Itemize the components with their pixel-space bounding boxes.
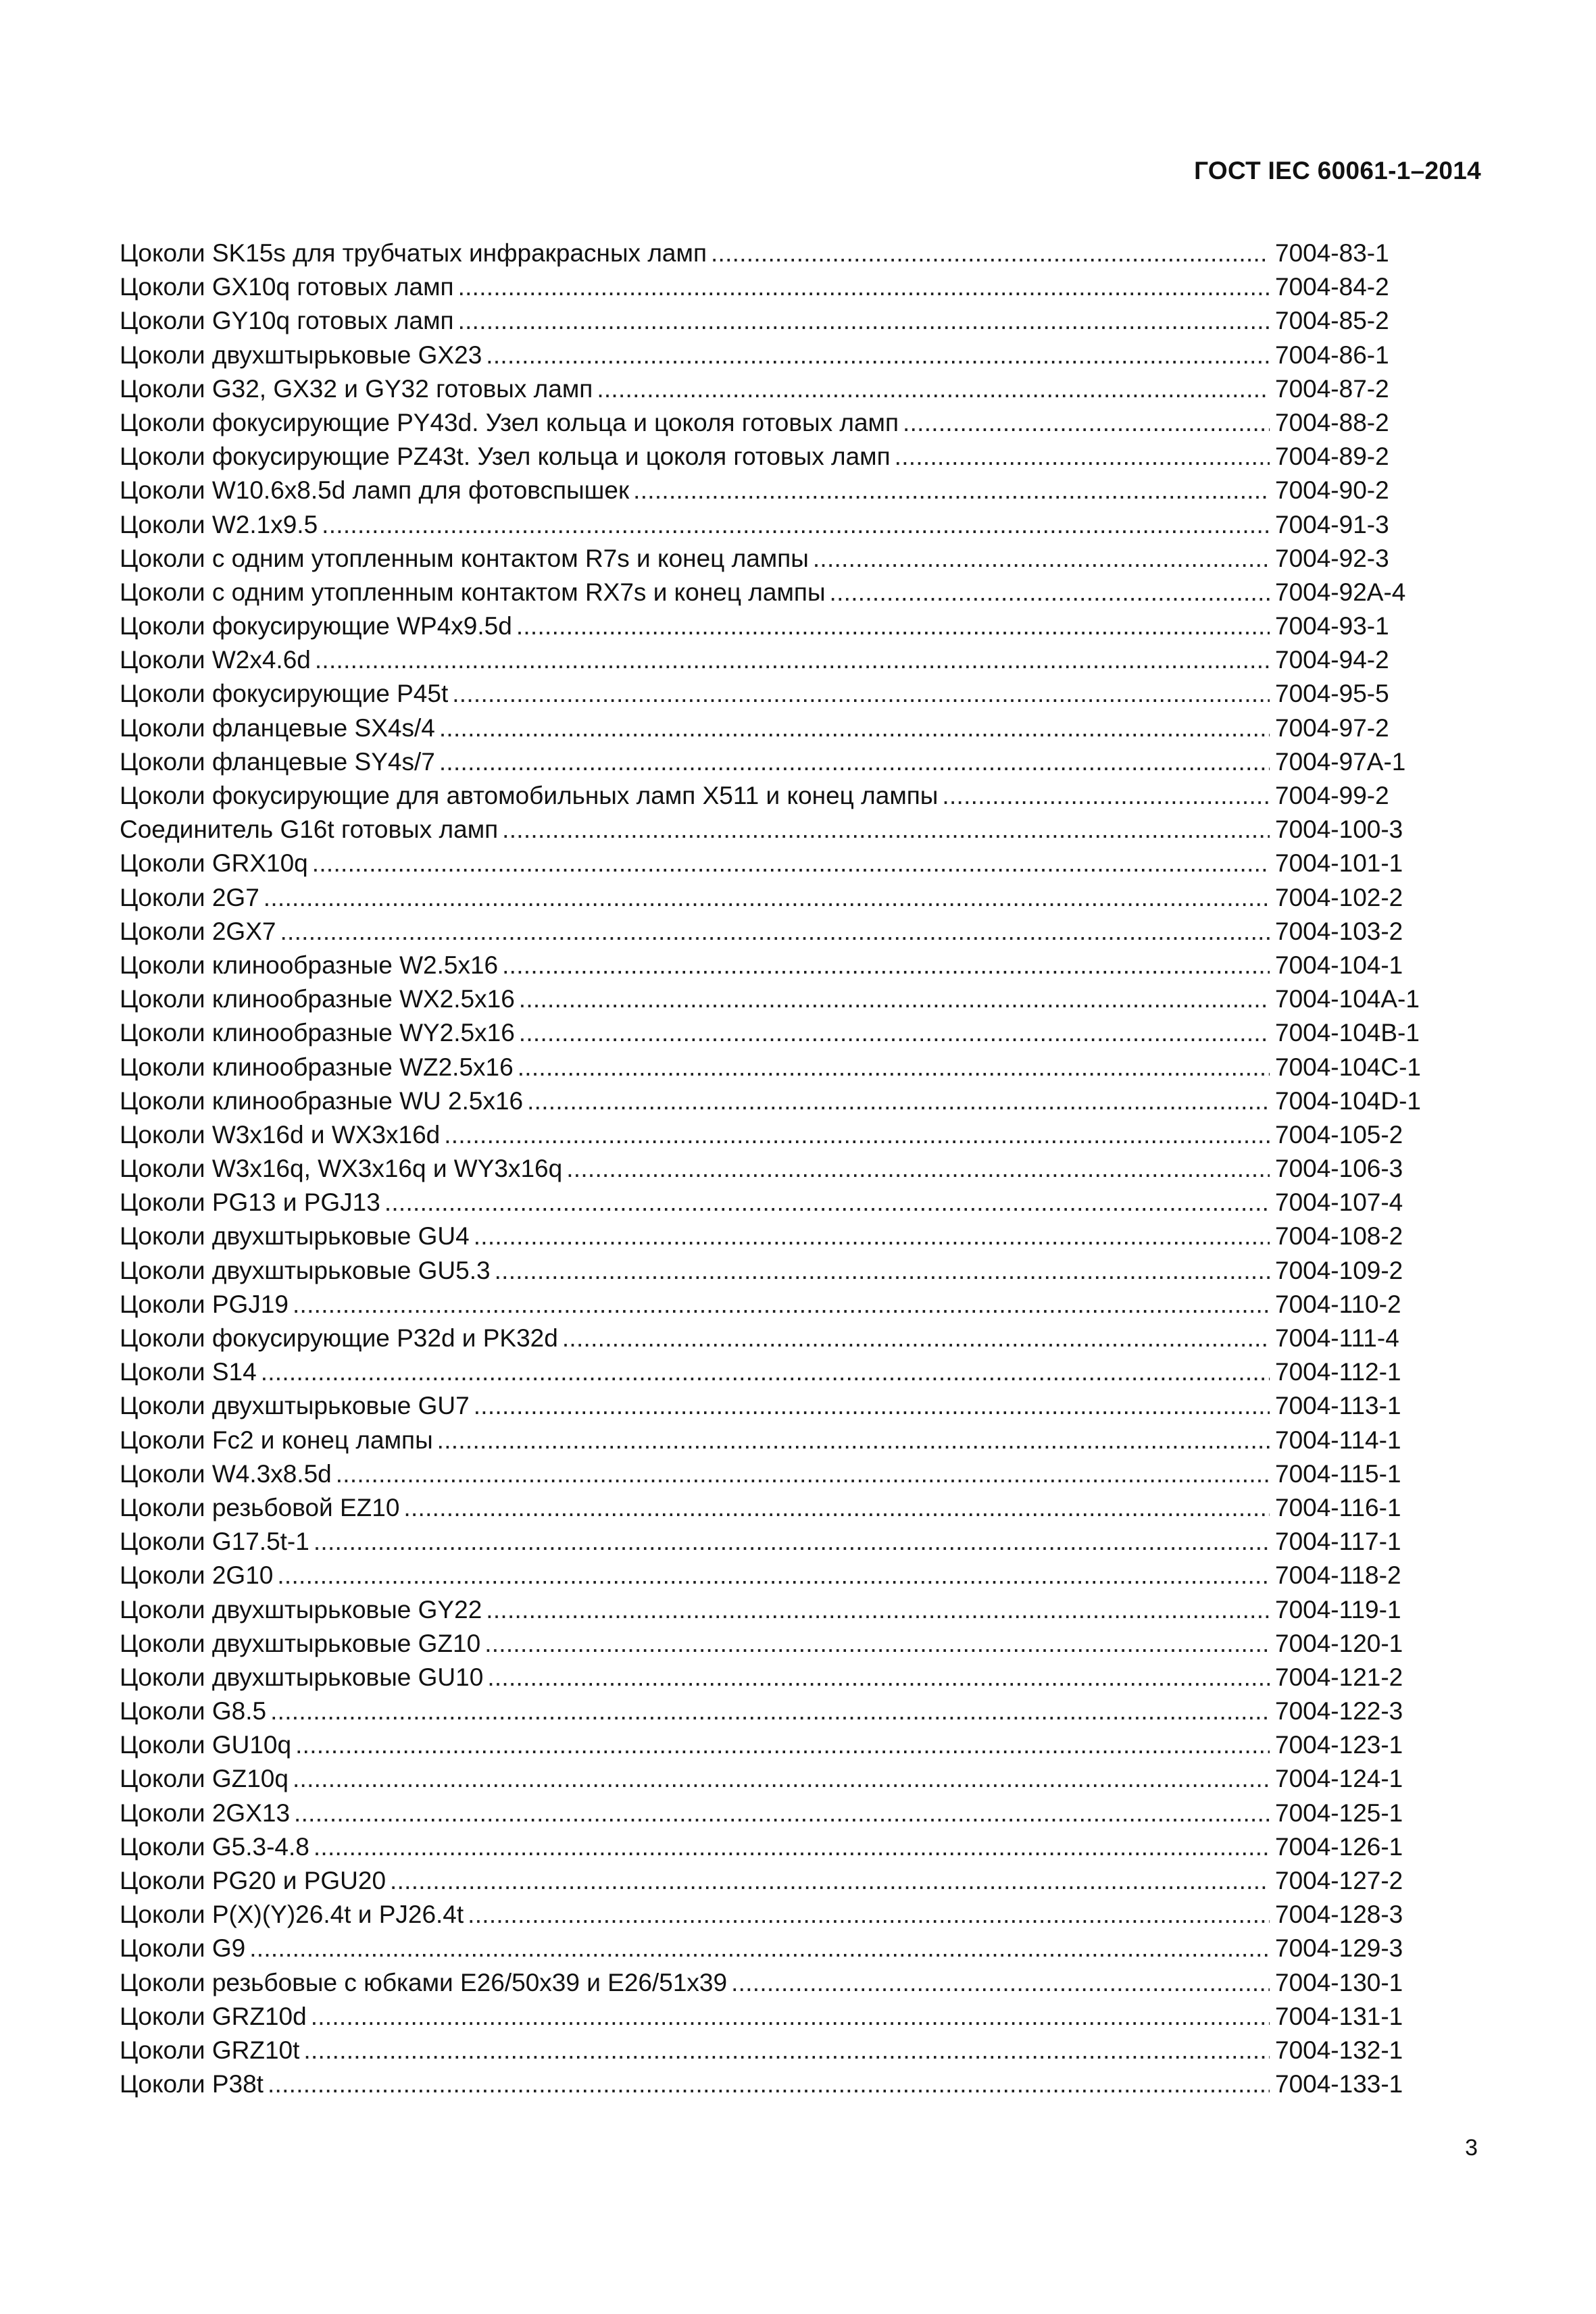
dot-leader (519, 982, 1270, 1016)
toc-entry (120, 576, 1444, 609)
toc-entry (120, 1593, 1444, 1627)
dot-leader (562, 1322, 1270, 1355)
dot-leader (315, 643, 1270, 677)
dot-leader (303, 2034, 1270, 2067)
toc-entry-code: 7004-105-2 (1275, 1120, 1403, 1149)
toc-entry (120, 745, 1444, 779)
toc-entry-title: Цоколи двухштырьковые GU5.3 (120, 1254, 495, 1288)
dot-leader (597, 372, 1270, 406)
dot-leader (249, 1932, 1270, 1965)
toc-entry-code: 7004-116-1 (1275, 1493, 1401, 1521)
toc-entry-title: Цоколи PG20 и PGU20 (120, 1864, 390, 1898)
toc-entry (120, 1016, 1444, 1050)
toc-entry (120, 711, 1444, 745)
toc-entry-code: 7004-120-1 (1275, 1629, 1403, 1657)
toc-entry-code: 7004-121-2 (1275, 1663, 1403, 1691)
dot-leader (314, 1525, 1270, 1559)
toc-entry (120, 779, 1444, 813)
toc-entry-code: 7004-130-1 (1275, 1968, 1403, 1996)
dot-leader (403, 1491, 1270, 1525)
toc-entry-title: Цоколи G8.5 (120, 1694, 270, 1728)
dot-leader (452, 677, 1270, 711)
dot-leader (474, 1219, 1270, 1253)
toc-entry-title: Цоколи G5.3-4.8 (120, 1830, 314, 1864)
dot-leader (384, 1186, 1270, 1219)
toc-entry-code: 7004-97A-1 (1275, 747, 1406, 776)
toc-entry (120, 1322, 1444, 1355)
toc-entry-title: Цоколи P38t (120, 2067, 268, 2101)
toc-entry (120, 270, 1444, 304)
toc-entry (120, 1457, 1444, 1491)
toc-entry-code: 7004-113-1 (1275, 1392, 1401, 1420)
toc-entry (120, 1355, 1444, 1389)
toc-entry-title: Цоколи резьбовой EZ10 (120, 1491, 403, 1525)
toc-entry-code: 7004-111-4 (1275, 1324, 1399, 1352)
toc-entry-title: Цоколи 2GX7 (120, 915, 280, 949)
dot-leader (294, 1796, 1270, 1830)
toc-entry (120, 1627, 1444, 1661)
toc-entry-code: 7004-119-1 (1275, 1595, 1401, 1624)
toc-entry-code: 7004-114-1 (1275, 1426, 1401, 1454)
dot-leader (518, 1051, 1270, 1084)
toc-entry-title: Цоколи P(X)(Y)26.4t и PJ26.4t (120, 1898, 468, 1932)
toc-entry-title: Соединитель G16t готовых ламп (120, 813, 502, 847)
toc-entry-title: Цоколи W10.6x8.5d ламп для фотовспышек (120, 474, 633, 507)
toc-entry-code: 7004-115-1 (1275, 1459, 1401, 1488)
toc-entry-title: Цоколи GRX10q (120, 847, 312, 880)
toc-entry-title: Цоколи с одним утопленным контактом R7s и конец лампы (120, 542, 813, 576)
toc-entry-code: 7004-127-2 (1275, 1867, 1403, 1894)
toc-entry-code: 7004-104C-1 (1275, 1053, 1421, 1081)
dot-leader (293, 1288, 1270, 1322)
toc-entry (120, 982, 1444, 1016)
dot-leader (495, 1254, 1270, 1288)
toc-entry-code: 7004-126-1 (1275, 1832, 1403, 1861)
toc-entry-title: Цоколи двухштырьковые GY22 (120, 1593, 486, 1627)
toc-entry-title: Цоколи двухштырьковые GZ10 (120, 1627, 484, 1661)
toc-entry-title: Цоколи резьбовые с юбками E26/50x39 и E26/51x39 (120, 1966, 731, 2000)
toc-entry-title: Цоколи двухштырьковые GU4 (120, 1219, 474, 1253)
toc-entry (120, 1491, 1444, 1525)
toc-entry (120, 609, 1444, 643)
dot-leader (439, 745, 1270, 779)
toc-entry-title: Цоколи PG13 и PGJ13 (120, 1186, 384, 1219)
toc-entry (120, 508, 1444, 542)
toc-entry (120, 2034, 1444, 2067)
toc-entry-title: Цоколи GU10q (120, 1728, 295, 1762)
toc-entry-code: 7004-128-3 (1275, 1901, 1403, 1929)
dot-leader (942, 779, 1270, 813)
toc-entry (120, 847, 1444, 880)
toc-entry (120, 1051, 1444, 1084)
toc-entry-title: Цоколи фокусирующие PZ43t. Узел кольца и цоколя готовых ламп (120, 440, 895, 474)
dot-leader (711, 236, 1270, 270)
dot-leader (731, 1966, 1270, 2000)
toc-entry (120, 1152, 1444, 1186)
toc-entry (120, 1254, 1444, 1288)
toc-entry-title: Цоколи клинообразные WY2.5x16 (120, 1016, 519, 1050)
dot-leader (261, 1355, 1270, 1389)
toc-entry-title: Цоколи GZ10q (120, 1762, 293, 1796)
dot-leader (487, 1661, 1270, 1694)
toc-entry-title: Цоколи G32, GX32 и GY32 готовых ламп (120, 372, 597, 406)
dot-leader (458, 304, 1270, 338)
dot-leader (295, 1728, 1270, 1762)
toc-entry-code: 7004-108-2 (1275, 1222, 1403, 1251)
toc-entry (120, 1424, 1444, 1457)
toc-entry (120, 2000, 1444, 2034)
toc-entry-title: Цоколи GRZ10t (120, 2034, 303, 2067)
dot-leader (336, 1457, 1270, 1491)
toc-entry-code: 7004-125-1 (1275, 1799, 1403, 1827)
toc-entry-code: 7004-85-2 (1275, 307, 1389, 335)
toc-entry (120, 1728, 1444, 1762)
toc-entry (120, 338, 1444, 372)
toc-entry-title: Цоколи W2.1x9.5 (120, 508, 322, 542)
toc-entry-title: Цоколи GY10q готовых ламп (120, 304, 458, 338)
dot-leader (280, 915, 1270, 949)
toc-entry-title: Цоколи двухштырьковые GX23 (120, 338, 486, 372)
toc-entry-code: 7004-122-3 (1275, 1697, 1403, 1726)
toc-entry-code: 7004-83-1 (1275, 239, 1389, 267)
toc-entry-title: Цоколи клинообразные WU 2.5x16 (120, 1084, 527, 1118)
toc-entry (120, 1219, 1444, 1253)
toc-entry-title: Цоколи S14 (120, 1355, 261, 1389)
dot-leader (314, 1830, 1270, 1864)
toc-entry (120, 677, 1444, 711)
toc-entry-title: Цоколи клинообразные W2.5x16 (120, 949, 502, 982)
dot-leader (311, 2000, 1270, 2034)
dot-leader (474, 1389, 1270, 1423)
toc-entry-code: 7004-100-3 (1275, 815, 1403, 844)
toc-entry-title: Цоколи G17.5t-1 (120, 1525, 314, 1559)
toc-entry (120, 406, 1444, 440)
toc-entry-code: 7004-92-3 (1275, 544, 1389, 572)
toc-entry-title: Цоколи клинообразные WZ2.5x16 (120, 1051, 518, 1084)
dot-leader (264, 881, 1270, 915)
dot-leader (484, 1627, 1270, 1661)
toc-entry (120, 1186, 1444, 1219)
toc-entry (120, 1932, 1444, 1965)
dot-leader (268, 2067, 1270, 2101)
toc-entry-code: 7004-87-2 (1275, 374, 1389, 403)
toc-entry-title: Цоколи фокусирующие P32d и PK32d (120, 1322, 562, 1355)
toc-entry-title: Цоколи двухштырьковые GU10 (120, 1661, 487, 1694)
toc-entry (120, 304, 1444, 338)
toc-entry-code: 7004-132-1 (1275, 2036, 1403, 2064)
toc-entry (120, 1559, 1444, 1592)
toc-entry (120, 542, 1444, 576)
toc-entry-code: 7004-131-1 (1275, 2002, 1403, 2030)
toc-entry-code: 7004-104B-1 (1275, 1019, 1420, 1047)
dot-leader (270, 1694, 1270, 1728)
dot-leader (502, 813, 1270, 847)
toc-entry-code: 7004-94-2 (1275, 646, 1389, 674)
toc-entry (120, 813, 1444, 847)
toc-entry-code: 7004-129-3 (1275, 1934, 1403, 1963)
toc-entry (120, 1830, 1444, 1864)
toc-entry (120, 1796, 1444, 1830)
toc-entry (120, 2067, 1444, 2101)
toc-entry-title: Цоколи Fc2 и конец лампы (120, 1424, 437, 1457)
toc-entry-code: 7004-103-2 (1275, 917, 1403, 945)
toc-entry-code: 7004-92A-4 (1275, 578, 1406, 606)
toc-entry-code: 7004-112-1 (1275, 1358, 1401, 1386)
toc-entry-code: 7004-90-2 (1275, 476, 1389, 505)
toc-entry-code: 7004-84-2 (1275, 273, 1389, 301)
toc-entry-title: Цоколи W4.3x8.5d (120, 1457, 336, 1491)
toc-entry (120, 643, 1444, 677)
toc-entry-code: 7004-124-1 (1275, 1765, 1403, 1793)
toc-entry-title: Цоколи двухштырьковые GU7 (120, 1389, 474, 1423)
dot-leader (502, 949, 1270, 982)
toc-entry-code: 7004-99-2 (1275, 782, 1389, 809)
dot-leader (293, 1762, 1270, 1796)
toc-entry-title: Цоколи фокусирующие PY43d. Узел кольца и цоколя готовых ламп (120, 406, 903, 440)
dot-leader (486, 1593, 1270, 1627)
dot-leader (895, 440, 1270, 474)
toc-entry-title: Цоколи W3x16d и WX3x16d (120, 1118, 444, 1152)
toc-entry (120, 372, 1444, 406)
dot-leader (390, 1864, 1270, 1898)
dot-leader (439, 711, 1270, 745)
toc-entry (120, 1084, 1444, 1118)
toc-entry (120, 1389, 1444, 1423)
toc-entry-code: 7004-104-1 (1275, 951, 1403, 979)
toc-entry (120, 1661, 1444, 1694)
toc-entry (120, 1966, 1444, 2000)
dot-leader (322, 508, 1270, 542)
toc-entry (120, 915, 1444, 949)
toc-entry-title: Цоколи фокусирующие P45t (120, 677, 452, 711)
dot-leader (903, 406, 1270, 440)
dot-leader (486, 338, 1270, 372)
toc-entry-code: 7004-110-2 (1275, 1290, 1401, 1318)
toc-entry-code: 7004-93-1 (1275, 612, 1389, 640)
dot-leader (830, 576, 1270, 609)
toc-entry (120, 474, 1444, 507)
toc-entry-code: 7004-107-4 (1275, 1188, 1403, 1217)
dot-leader (566, 1152, 1270, 1186)
toc-entry-title: Цоколи 2GX13 (120, 1796, 294, 1830)
toc-entry-title: Цоколи GRZ10d (120, 2000, 311, 2034)
dot-leader (437, 1424, 1270, 1457)
toc-entry-code: 7004-89-2 (1275, 443, 1389, 471)
toc-entry-code: 7004-104D-1 (1275, 1086, 1421, 1115)
toc-entry-code: 7004-123-1 (1275, 1731, 1403, 1759)
toc-entry-code: 7004-118-2 (1275, 1561, 1401, 1590)
toc-entry (120, 236, 1444, 270)
table-of-contents (120, 236, 1444, 2101)
toc-entry-title: Цоколи фланцевые SY4s/7 (120, 745, 439, 779)
toc-entry (120, 440, 1444, 474)
dot-leader (633, 474, 1270, 507)
toc-entry-code: 7004-117-1 (1275, 1528, 1401, 1556)
dot-leader (312, 847, 1270, 880)
dot-leader (458, 270, 1270, 304)
toc-entry (120, 881, 1444, 915)
toc-entry-code: 7004-133-1 (1275, 2070, 1403, 2098)
toc-entry-code: 7004-95-5 (1275, 680, 1389, 708)
dot-leader (519, 1016, 1270, 1050)
toc-entry-code: 7004-109-2 (1275, 1256, 1403, 1284)
toc-entry (120, 1525, 1444, 1559)
toc-entry-code: 7004-91-3 (1275, 510, 1389, 538)
dot-leader (527, 1084, 1270, 1118)
dot-leader (444, 1118, 1270, 1152)
toc-entry-title: Цоколи W2x4.6d (120, 643, 315, 677)
toc-entry-title: Цоколи SK15s для трубчатых инфракрасных ламп (120, 236, 711, 270)
toc-entry (120, 1864, 1444, 1898)
dot-leader (277, 1559, 1270, 1592)
page-number: 3 (1465, 2135, 1478, 2161)
toc-entry-code: 7004-97-2 (1275, 713, 1389, 742)
toc-entry (120, 949, 1444, 982)
toc-entry (120, 1288, 1444, 1322)
toc-entry (120, 1898, 1444, 1932)
toc-entry-code: 7004-86-1 (1275, 341, 1389, 369)
toc-entry-title: Цоколи 2G7 (120, 881, 264, 915)
toc-entry (120, 1762, 1444, 1796)
toc-entry-title: Цоколи с одним утопленным контактом RX7s и конец лампы (120, 576, 830, 609)
toc-entry-title: Цоколи G9 (120, 1932, 249, 1965)
toc-entry-title: Цоколи GX10q готовых ламп (120, 270, 458, 304)
toc-entry-title: Цоколи клинообразные WX2.5x16 (120, 982, 519, 1016)
toc-entry-code: 7004-101-1 (1275, 849, 1403, 878)
toc-entry-code: 7004-106-3 (1275, 1155, 1403, 1183)
toc-entry-title: Цоколи W3x16q, WX3x16q и WY3x16q (120, 1152, 566, 1186)
toc-entry-title: Цоколи 2G10 (120, 1559, 277, 1592)
toc-entry-code: 7004-88-2 (1275, 408, 1389, 436)
toc-entry-title: Цоколи фокусирующие WP4x9.5d (120, 609, 516, 643)
toc-entry (120, 1694, 1444, 1728)
toc-entry-code: 7004-102-2 (1275, 883, 1403, 911)
toc-entry (120, 1118, 1444, 1152)
document-header: ГОСТ IEC 60061-1–2014 (1194, 157, 1481, 184)
toc-entry-title: Цоколи фланцевые SX4s/4 (120, 711, 439, 745)
toc-entry-code: 7004-104A-1 (1275, 985, 1420, 1013)
dot-leader (468, 1898, 1270, 1932)
dot-leader (813, 542, 1270, 576)
toc-entry-title: Цоколи фокусирующие для автомобильных ламп X511 и конец лампы (120, 779, 942, 813)
dot-leader (516, 609, 1270, 643)
toc-entry-title: Цоколи PGJ19 (120, 1288, 293, 1322)
